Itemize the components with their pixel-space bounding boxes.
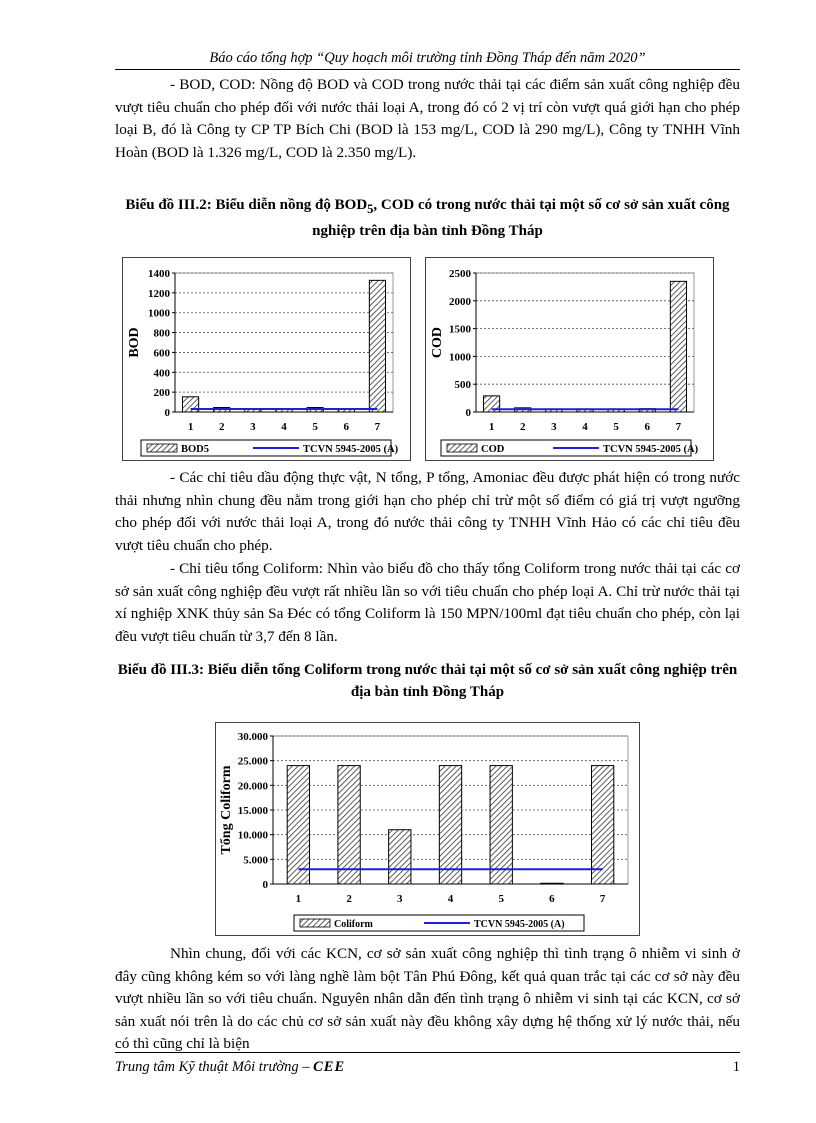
coliform-chart-frame	[215, 722, 640, 936]
coliform-chart	[216, 723, 639, 935]
x-tick-label: 1	[187, 421, 194, 433]
bar	[369, 280, 385, 412]
x-tick-label: 2	[218, 421, 225, 433]
bar	[439, 766, 461, 884]
x-tick-label: 6	[644, 421, 651, 433]
x-tick-label: 7	[599, 893, 606, 905]
y-tick-label: 800	[153, 327, 170, 340]
y-tick-label: 1000	[148, 307, 170, 320]
x-tick-label: 2	[346, 893, 352, 905]
cee-logo: CEE	[313, 1059, 346, 1075]
paragraph-bod-cod: - BOD, COD: Nồng độ BOD và COD trong nước thải tại các điểm sản xuất công nghiệp đều vượt tiêu chuẩn cho phép đối với nước thải loại A, trong đó có 2 vị trí còn vượt quá giới hạn cho phép loại B, đó là Công ty CP TP Bích Chi (BOD là 153 mg/L, COD là 290 mg/L), Công ty TNHH Vĩnh Hoàn (BOD là 1.326 mg/L, COD là 2.350 mg/L).	[115, 76, 740, 161]
y-tick-label: 1000	[449, 351, 471, 364]
cod-chart	[426, 258, 713, 460]
legend-label-series: COD	[481, 444, 505, 455]
x-tick-label: 5	[312, 421, 318, 433]
x-tick-label: 4	[582, 421, 588, 433]
plot-area	[175, 273, 393, 412]
y-tick-label: 1200	[148, 287, 170, 300]
y-tick-label: 5.000	[243, 854, 268, 867]
x-tick-label: 3	[250, 421, 256, 433]
x-tick-label: 6	[343, 421, 350, 433]
bar	[490, 766, 512, 884]
legend-label-limit: TCVN 5945-2005 (A)	[474, 919, 565, 930]
paragraph-coliform: - Chỉ tiêu tổng Coliform: Nhìn vào biểu đồ cho thấy tổng Coliform trong nước thải tại các cơ sở sản xuất công nghiệp đều vượt rất nhiều lần so với tiêu chuẩn cho phép loại A. Chỉ trừ nước thải tại xí nghiệp XNK thủy sản Sa Đéc có tổng Coliform là 150 MPN/100ml đạt tiêu chuẩn cho phép, còn lại đều vượt tiêu chuẩn từ 3,7 đến 8 lần.	[115, 560, 740, 645]
y-tick-label: 600	[153, 347, 170, 360]
x-tick-label: 4	[447, 893, 454, 905]
bod-chart-frame	[122, 257, 411, 461]
x-tick-label: 6	[549, 893, 555, 905]
legend-label-series: BOD5	[181, 444, 210, 455]
y-tick-label: 2000	[449, 295, 471, 308]
bar	[591, 766, 613, 884]
page-header: Báo cáo tổng hợp “Quy hoạch môi trường tỉnh Đồng Tháp đến năm 2020”	[115, 50, 740, 70]
x-tick-label: 7	[374, 421, 381, 433]
y-tick-label: 200	[153, 387, 170, 400]
caption-chart-iii-2	[115, 194, 740, 242]
y-tick-label: 20.000	[237, 780, 268, 793]
bod-chart	[123, 258, 410, 460]
caption-1-text-b: , COD có trong nước thải tại một số cơ sở sản xuất công nghiệp trên địa bàn tỉnh Đồng Tháp	[312, 197, 730, 239]
legend-label-series: Coliform	[334, 919, 373, 930]
paragraph-other-indicators: - Các chỉ tiêu dầu động thực vật, N tổng, P tổng, Amoniac đều được phát hiện có trong nước thải nhưng nhìn chung đều nằm trong giới hạn cho phép chỉ trừ một số điểm có giá trị vượt ngưỡng cho phép đối với nước thải loại A, trong đó nước thải công ty TNHH Vĩnh Hảo có các chỉ tiêu đều vượt tiêu chuẩn cho phép.	[115, 469, 740, 554]
x-tick-label: 1	[488, 421, 495, 433]
y-tick-label: 15.000	[237, 805, 268, 817]
cod-chart-frame	[425, 257, 714, 461]
legend-swatch-bar	[147, 444, 177, 452]
x-tick-label: 4	[281, 421, 287, 433]
legend-swatch-bar	[447, 444, 477, 452]
x-tick-label: 5	[498, 893, 504, 905]
y-tick-label: 25.000	[237, 755, 268, 768]
plot-area	[476, 273, 694, 412]
y-tick-label: 1500	[449, 323, 471, 336]
y-tick-label: 0	[465, 407, 471, 419]
y-axis-label: COD	[430, 326, 445, 359]
y-tick-label: 400	[153, 367, 170, 380]
bar	[541, 883, 563, 884]
y-tick-label: 0	[164, 407, 170, 419]
paragraph-conclusion: Nhìn chung, đối với các KCN, cơ sở sản xuất công nghiệp thì tình trạng ô nhiễm vi sinh ở đây cũng không kém so với làng nghề làm bột Tân Phú Đông, kết quả quan trắc tại các cơ sở này đều vượt nhiều lần so với tiêu chuẩn. Nguyên nhân dẫn đến tình trạng ô nhiễm vi sinh tại các KCN, cơ sở sản xuất nói trên là do các chủ cơ sở sản xuất này đều không xây dựng hệ thống xử lý nước thải, nếu có thì cũng chỉ là biện	[115, 945, 740, 1052]
y-tick-label: 1400	[148, 268, 170, 280]
legend-label-limit: TCVN 5945-2005 (A)	[603, 444, 699, 455]
legend-label-limit: TCVN 5945-2005 (A)	[303, 444, 399, 455]
caption-chart-iii-3: Biểu đồ III.3: Biểu diễn tổng Coliform trong nước thải tại một số cơ sở sản xuất công nghiệp trên địa bàn tỉnh Đồng Tháp	[117, 662, 738, 700]
footer-text: Trung tâm Kỹ thuật Môi trường –	[115, 1059, 314, 1075]
y-tick-label: 500	[454, 379, 471, 392]
page-footer	[115, 1052, 740, 1076]
y-tick-label: 2500	[449, 268, 471, 280]
caption-1-text-a: Biểu đồ III.2: Biểu diễn nồng độ BOD	[125, 197, 368, 213]
x-tick-label: 3	[551, 421, 557, 433]
caption-1-subscript: 5	[367, 202, 374, 216]
x-tick-label: 5	[613, 421, 619, 433]
y-tick-label: 10.000	[237, 829, 268, 842]
y-axis-label: Tổng Coliform	[219, 765, 234, 855]
x-tick-label: 7	[675, 421, 682, 433]
x-tick-label: 1	[295, 893, 302, 905]
bar	[287, 766, 309, 884]
x-tick-label: 3	[397, 893, 403, 905]
x-tick-label: 2	[519, 421, 526, 433]
y-axis-label: BOD	[127, 327, 142, 358]
y-tick-label: 0	[262, 879, 268, 891]
page-number: 1	[732, 1059, 740, 1075]
bar	[670, 281, 686, 412]
y-tick-label: 30.000	[237, 731, 268, 743]
bar	[389, 830, 411, 884]
legend-swatch-bar	[300, 919, 330, 927]
bar	[338, 766, 360, 884]
